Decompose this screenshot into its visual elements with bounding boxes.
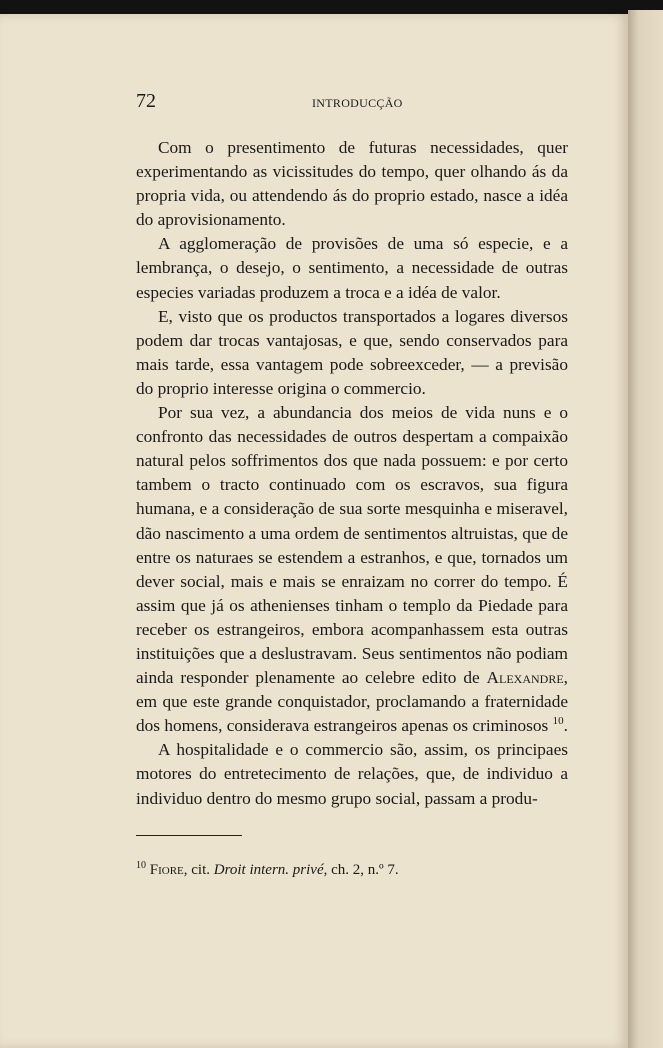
- footnote-text-before: , cit.: [183, 862, 214, 878]
- paragraph: [136, 401, 568, 738]
- running-head: [136, 90, 568, 114]
- paragraph: [136, 136, 568, 232]
- paragraph-text: E, visto que os productos transportados a logares diversos podem dar trocas vantajosas, e que, sendo conservados para mais tarde, essa vantagem pode sobreexceder, — a previsão do proprio interesse origina o commercio.: [136, 306, 568, 398]
- paragraph: [136, 738, 568, 810]
- footnote-author: Fiore: [149, 862, 184, 878]
- footnote-text-after: , ch. 2, n.º 7.: [323, 862, 399, 878]
- page-number: 72: [136, 90, 156, 112]
- paragraph-text: .: [563, 716, 568, 736]
- chapter-title: INTRODUCÇÃO: [312, 96, 403, 110]
- paragraph-text: Com o presentimento de futuras necessidades, quer experimentando as vicissitudes do tempo, quer olhando ás da propria vida, ou attendendo ás do proprio estado, nasce a idéa do aprovisionamento.: [136, 138, 568, 230]
- paragraph: [136, 305, 568, 401]
- paragraph: [136, 232, 568, 304]
- body-text: [136, 136, 568, 811]
- footnote: [136, 862, 568, 879]
- small-caps-name: Alexandre: [486, 668, 564, 688]
- footnote-rule: [136, 835, 242, 836]
- footnote-number: 10: [136, 860, 146, 871]
- paragraph-text: Por sua vez, a abundancia dos meios de vida nuns e o confronto das necessidades de outros despertam a compaixão natural pelos soffrimentos dos que nada possuem: e por certo tambem o tracto continuado com os escravos, sua figura humana, e a consideração de sua sorte mesquinha e miseravel, dão nascimento a uma ordem de sentimentos altruistas, que de entre os naturaes se estendem a estranhos, e que, tornados um dever social, mais e mais se enraizam no correr do tempo. É assim que já os athenienses tinham o templo da Piedade para receber os estrangeiros, embora acompanhassem esta outras instituições que a deslustravam. Seus sentimentos não podiam ainda responder plenamente ao celebre edito de: [136, 403, 568, 688]
- adjacent-page-edge: [628, 10, 663, 1048]
- paragraph-text: , em que este grande conquistador, proclamando a fraternidade dos homens, considerava estrangeiros apenas os criminosos: [136, 668, 568, 736]
- paragraph-text: A hospitalidade e o commercio são, assim, os principaes motores do entretecimento de relações, que, de individuo a individuo dentro do mesmo grupo social, passam a produ-: [136, 740, 568, 808]
- footnote-ref: 10: [552, 715, 564, 728]
- paragraph-text: A agglomeração de provisões de uma só especie, e a lembrança, o desejo, o sentimento, a necessidade de outras especies variadas produzem a troca e a idéa de valor.: [136, 234, 568, 302]
- footnote-work-title: Droit intern. privé: [213, 862, 324, 878]
- scan-top-border: [0, 0, 663, 14]
